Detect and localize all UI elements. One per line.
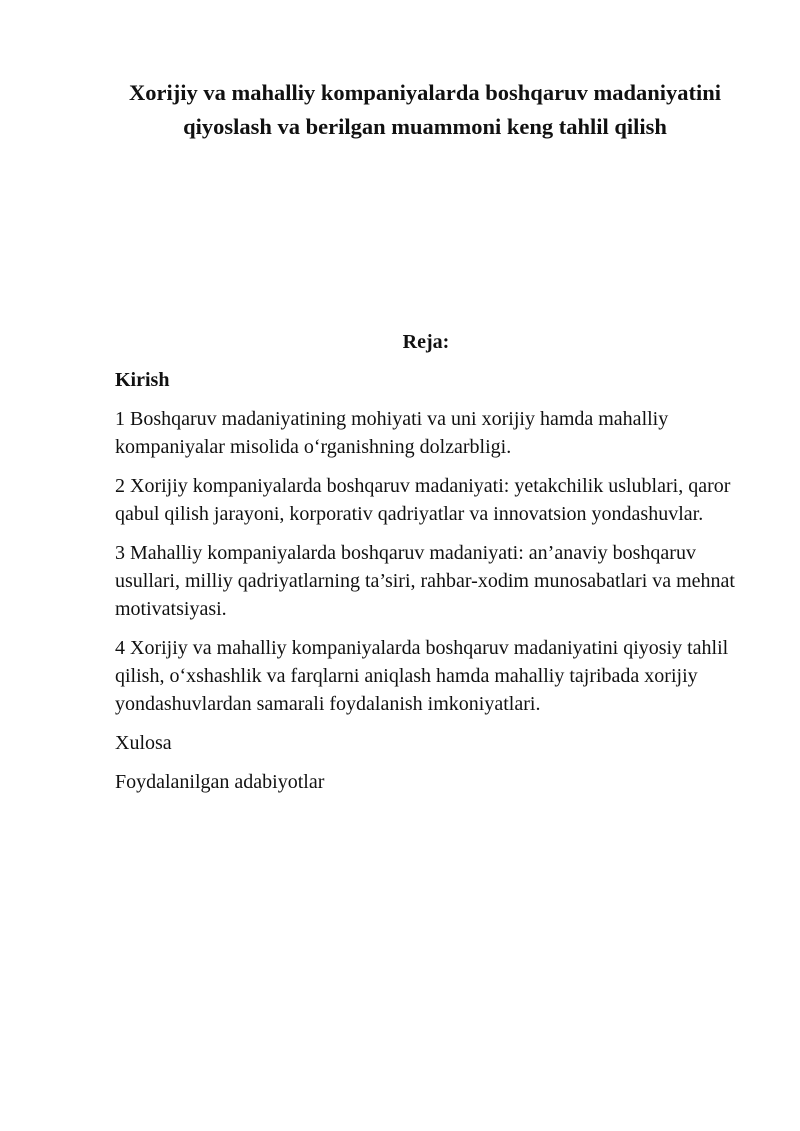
plan-list — [115, 366, 745, 807]
plan-item-conclusion: Xulosa — [115, 732, 172, 754]
plan-item-3: 3 Mahalliy kompaniyalarda boshqaruv madaniyati: an’anaviy boshqaruv usullari, milliy qadriyatlarning ta’siri, rahbar-xodim munosabatlari va mehnat motivatsiyasi. — [115, 542, 735, 620]
plan-item-1: 1 Boshqaruv madaniyatining mohiyati va uni xorijiy hamda mahalliy kompaniyalar misolida o‘rganishning dolzarbligi. — [115, 408, 669, 458]
plan-item-intro: Kirish — [115, 369, 170, 391]
plan-item-references: Foydalanilgan adabiyotlar — [115, 771, 325, 793]
plan-item-4: 4 Xorijiy va mahalliy kompaniyalarda boshqaruv madaniyatini qiyosiy tahlil qilish, o‘xshashlik va farqlarni aniqlash hamda mahalliy tajribada xorijiy yondashuvlardan samarali foydalanish imkoniyatlari. — [115, 637, 729, 715]
document-title: Xorijiy va mahalliy kompaniyalarda boshqaruv madaniyatini qiyoslash va berilgan muammoni keng tahlil qilish — [129, 80, 721, 139]
plan-heading: Reja: — [402, 331, 450, 353]
plan-item-2: 2 Xorijiy kompaniyalarda boshqaruv madaniyati: yetakchilik uslublari, qaror qabul qilish jarayoni, korporativ qadriyatlar va innovatsion yondashuvlar. — [115, 475, 731, 525]
